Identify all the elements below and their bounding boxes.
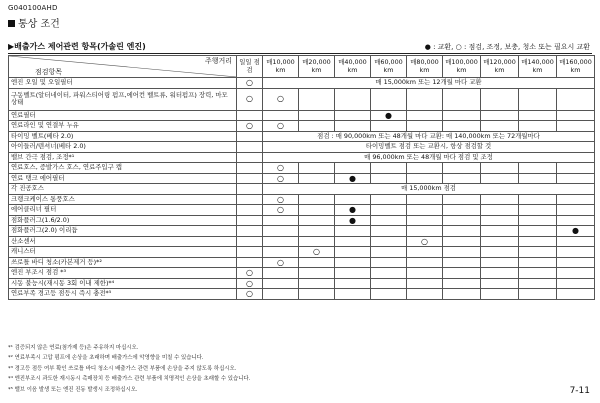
table-row [9, 289, 595, 300]
interval-mark [263, 247, 299, 258]
interval-mark [407, 226, 443, 237]
interval-mark [371, 121, 407, 132]
interval-mark [263, 226, 299, 237]
interval-mark [263, 236, 299, 247]
interval-mark [335, 236, 371, 247]
interval-mark [481, 163, 519, 174]
check-item: 산소센서 [9, 236, 237, 247]
interval-mark: ○ [407, 236, 443, 247]
check-item: 에어클리너 필터 [9, 205, 237, 216]
footnote: *³ 경고등 점등 여부 확인 쓰로틀 바디 청소시 배출가스 관련 부품에 손상을 주지 않도록 하십시오. [8, 365, 237, 372]
interval-mark [299, 88, 335, 110]
interval-mark [481, 268, 519, 279]
table-row [9, 142, 595, 153]
interval-mark: ● [335, 215, 371, 226]
interval-mark [557, 205, 595, 216]
interval-mark [299, 173, 335, 184]
interval-mark [519, 194, 557, 205]
check-item: 연료라인 및 연결부 누유 [9, 121, 237, 132]
check-item: 크랭크케이스 통풍호스 [9, 194, 237, 205]
daily-mark [237, 131, 263, 142]
interval-mark [443, 247, 481, 258]
interval-mark [371, 163, 407, 174]
interval-mark: ● [335, 205, 371, 216]
interval-mark [443, 110, 481, 121]
interval-mark [443, 289, 481, 300]
diagonal-header-cell [9, 56, 237, 78]
interval-mark: ● [557, 226, 595, 237]
interval-mark [335, 88, 371, 110]
interval-mark [371, 236, 407, 247]
daily-check-header: 일일 점검 [237, 56, 263, 78]
interval-mark [557, 247, 595, 258]
footnote: *⁵ 밸브 이음 발생 또는 엔진 진동 발생시 조정하십시오. [8, 386, 138, 393]
daily-mark [237, 142, 263, 153]
table-row [9, 205, 595, 216]
table-row [9, 278, 595, 289]
interval-header: 매100,000 km [443, 56, 481, 78]
maintenance-schedule-table [8, 55, 595, 300]
interval-mark [443, 88, 481, 110]
interval-mark [519, 173, 557, 184]
interval-mark [519, 88, 557, 110]
interval-mark [335, 278, 371, 289]
interval-mark [335, 121, 371, 132]
interval-mark [481, 236, 519, 247]
interval-mark [371, 173, 407, 184]
interval-mark [371, 194, 407, 205]
interval-header: 매60,000 km [371, 56, 407, 78]
daily-mark [237, 173, 263, 184]
interval-note: 매 15,000km 점검 [263, 184, 595, 195]
interval-mark [481, 121, 519, 132]
interval-mark [299, 205, 335, 216]
interval-mark [407, 194, 443, 205]
interval-mark [481, 257, 519, 268]
interval-mark [263, 110, 299, 121]
interval-mark [481, 289, 519, 300]
interval-mark [557, 236, 595, 247]
table-row [9, 247, 595, 258]
interval-note: 점검 : 매 90,000km 또는 48개월 마다 교환: 매 140,000km 또는 72개월마다 [263, 131, 595, 142]
check-item: 연료 탱크 에어필터 [9, 173, 237, 184]
check-item: 시동 불능시(재시동 3회 이내 제한)*⁴ [9, 278, 237, 289]
interval-mark [299, 121, 335, 132]
interval-mark: ○ [263, 205, 299, 216]
interval-header: 매120,000 km [481, 56, 519, 78]
interval-mark [407, 121, 443, 132]
interval-mark [519, 278, 557, 289]
interval-mark [557, 257, 595, 268]
interval-mark [299, 215, 335, 226]
interval-mark [335, 110, 371, 121]
interval-mark [519, 205, 557, 216]
interval-mark [299, 110, 335, 121]
interval-mark [519, 289, 557, 300]
interval-mark [443, 163, 481, 174]
interval-mark [481, 247, 519, 258]
distance-header: 주행거리 [204, 57, 232, 65]
interval-mark [407, 278, 443, 289]
interval-mark [299, 257, 335, 268]
interval-mark [335, 268, 371, 279]
interval-mark [407, 257, 443, 268]
check-item: 구동벨트(알터네이터, 파워스티어링 펌프,에어컨 벨트류, 워터펌프) 장력, 마모 상태 [9, 88, 237, 110]
interval-mark [371, 205, 407, 216]
daily-mark [237, 163, 263, 174]
daily-mark: ○ [237, 88, 263, 110]
interval-mark [443, 173, 481, 184]
interval-mark [299, 278, 335, 289]
interval-header: 매20,000 km [299, 56, 335, 78]
interval-mark [519, 247, 557, 258]
interval-mark [481, 226, 519, 237]
interval-mark [407, 289, 443, 300]
interval-mark [481, 110, 519, 121]
interval-mark [443, 194, 481, 205]
table-row [9, 226, 595, 237]
daily-mark: ○ [237, 278, 263, 289]
interval-mark [557, 163, 595, 174]
interval-mark [557, 88, 595, 110]
interval-mark [407, 173, 443, 184]
interval-note: 매 15,000km 또는 12개월 마다 교환 [263, 78, 595, 89]
document-code: G040100AHD [8, 4, 58, 12]
interval-mark: ○ [263, 194, 299, 205]
interval-mark [299, 268, 335, 279]
interval-note: 타이밍벨트 점검 또는 교환시, 항상 점검할 것 [263, 142, 595, 153]
check-item: 쓰로틀 바디 청소(카본제거 등)*² [9, 257, 237, 268]
daily-mark [237, 110, 263, 121]
square-bullet-icon [8, 20, 15, 27]
interval-mark: ● [335, 173, 371, 184]
interval-mark [443, 278, 481, 289]
legend: ● : 교환, ○ : 점검, 조정, 보충, 청소 또는 필요시 교환 [424, 43, 590, 51]
interval-mark [519, 163, 557, 174]
interval-mark [335, 226, 371, 237]
daily-mark [237, 236, 263, 247]
interval-mark [519, 257, 557, 268]
interval-mark [407, 110, 443, 121]
daily-mark [237, 152, 263, 163]
interval-mark [519, 121, 557, 132]
table-row [9, 163, 595, 174]
interval-mark [299, 289, 335, 300]
daily-mark [237, 247, 263, 258]
interval-mark: ○ [263, 121, 299, 132]
interval-mark [443, 268, 481, 279]
daily-mark [237, 205, 263, 216]
interval-mark [335, 289, 371, 300]
item-header: 점검항목 [35, 67, 63, 76]
interval-mark [299, 163, 335, 174]
interval-mark [481, 215, 519, 226]
interval-mark: ○ [299, 247, 335, 258]
interval-mark [299, 194, 335, 205]
interval-mark [519, 236, 557, 247]
check-item: 연료필터 [9, 110, 237, 121]
daily-mark [237, 194, 263, 205]
interval-mark [407, 205, 443, 216]
interval-mark: ○ [263, 257, 299, 268]
table-row [9, 236, 595, 247]
interval-mark [299, 236, 335, 247]
table-row [9, 78, 595, 89]
interval-mark [407, 215, 443, 226]
interval-mark [481, 88, 519, 110]
check-item: 점화플러그(2.0) 이리듐 [9, 226, 237, 237]
interval-mark [371, 226, 407, 237]
interval-mark [481, 173, 519, 184]
interval-mark [557, 278, 595, 289]
daily-mark: ○ [237, 78, 263, 89]
interval-mark [481, 194, 519, 205]
interval-header: 매40,000 km [335, 56, 371, 78]
check-item: 캐니스터 [9, 247, 237, 258]
interval-header: 매10,000 km [263, 56, 299, 78]
daily-mark [237, 184, 263, 195]
interval-header: 매80,000 km [407, 56, 443, 78]
interval-mark: ○ [263, 163, 299, 174]
interval-mark [519, 110, 557, 121]
sub-title: ▶배출가스 제어관련 항목(가솔린 엔진) [8, 42, 146, 51]
interval-mark [371, 215, 407, 226]
interval-mark [263, 278, 299, 289]
interval-mark [407, 163, 443, 174]
check-item: 연료호스, 증발가스 호스, 연료주입구 캡 [9, 163, 237, 174]
check-item: 엔진 오일 및 오일필터 [9, 78, 237, 89]
check-item: 타이밍 벨트(베타 2.0) [9, 131, 237, 142]
interval-mark [443, 121, 481, 132]
table-row [9, 152, 595, 163]
interval-header: 매160,000 km [557, 56, 595, 78]
interval-mark [335, 194, 371, 205]
interval-mark [557, 289, 595, 300]
interval-mark [371, 257, 407, 268]
daily-mark [237, 226, 263, 237]
footnote: *² 연료부족시 고압 펌프에 손상을 초래하며 배출가스에 악영향을 미칠 수 있습니다. [8, 355, 204, 362]
interval-mark [263, 289, 299, 300]
check-item: 밸브 간극 점검, 조정*¹ [9, 152, 237, 163]
page-number: 7-11 [569, 386, 590, 396]
check-item: 아이들러/텐셔너(베타 2.0) [9, 142, 237, 153]
footnote: *¹ 검증되지 않은 연료(첨가제 등)은 주유하지 마십시오. [8, 345, 139, 351]
table-row [9, 88, 595, 110]
daily-mark [237, 215, 263, 226]
interval-mark [443, 226, 481, 237]
interval-mark: ○ [263, 88, 299, 110]
interval-mark [443, 257, 481, 268]
interval-mark [371, 88, 407, 110]
check-item: 각 진공호스 [9, 184, 237, 195]
daily-mark: ○ [237, 268, 263, 279]
daily-mark: ○ [237, 289, 263, 300]
header-rule [8, 53, 592, 54]
interval-mark [371, 278, 407, 289]
interval-mark [407, 88, 443, 110]
interval-mark [335, 247, 371, 258]
interval-mark [557, 215, 595, 226]
interval-mark [443, 236, 481, 247]
interval-mark [299, 226, 335, 237]
interval-mark [335, 163, 371, 174]
interval-mark [557, 110, 595, 121]
interval-mark: ● [371, 110, 407, 121]
interval-mark [519, 215, 557, 226]
interval-mark [557, 194, 595, 205]
interval-note: 매 96,000km 또는 48개월 마다 점검 및 조정 [263, 152, 595, 163]
table-row [9, 184, 595, 195]
interval-header: 매140,000 km [519, 56, 557, 78]
check-item: 연료부족 경고등 점등시 즉시 충전*⁵ [9, 289, 237, 300]
table-row [9, 215, 595, 226]
footnote: *⁴ 엔진부조시 과도한 재시동시 촉매장치 등 배출가스 관련 부품에 치명적인 손상을 초래할 수 있습니다. [8, 376, 251, 383]
table-row [9, 121, 595, 132]
interval-mark [557, 121, 595, 132]
interval-mark [407, 247, 443, 258]
interval-mark [557, 268, 595, 279]
section-title [8, 15, 60, 30]
section-title-text: 통상 조건 [18, 19, 60, 30]
interval-mark [519, 226, 557, 237]
interval-mark [371, 247, 407, 258]
interval-mark [519, 268, 557, 279]
daily-mark: ○ [237, 121, 263, 132]
interval-mark [407, 268, 443, 279]
table-row [9, 257, 595, 268]
daily-mark [237, 257, 263, 268]
table-row [9, 194, 595, 205]
table-row [9, 268, 595, 279]
interval-mark: ○ [263, 173, 299, 184]
interval-mark [481, 278, 519, 289]
interval-mark [371, 268, 407, 279]
check-item: 점화플러그(1.6/2.0) [9, 215, 237, 226]
table-row [9, 110, 595, 121]
interval-mark [443, 205, 481, 216]
table-row [9, 131, 595, 142]
interval-mark [443, 215, 481, 226]
interval-mark [481, 205, 519, 216]
interval-mark [263, 215, 299, 226]
interval-mark [557, 173, 595, 184]
footnotes [8, 343, 250, 395]
interval-mark [263, 268, 299, 279]
interval-mark [335, 257, 371, 268]
interval-mark [371, 289, 407, 300]
check-item: 엔진 부조시 점검 *³ [9, 268, 237, 279]
table-row [9, 173, 595, 184]
